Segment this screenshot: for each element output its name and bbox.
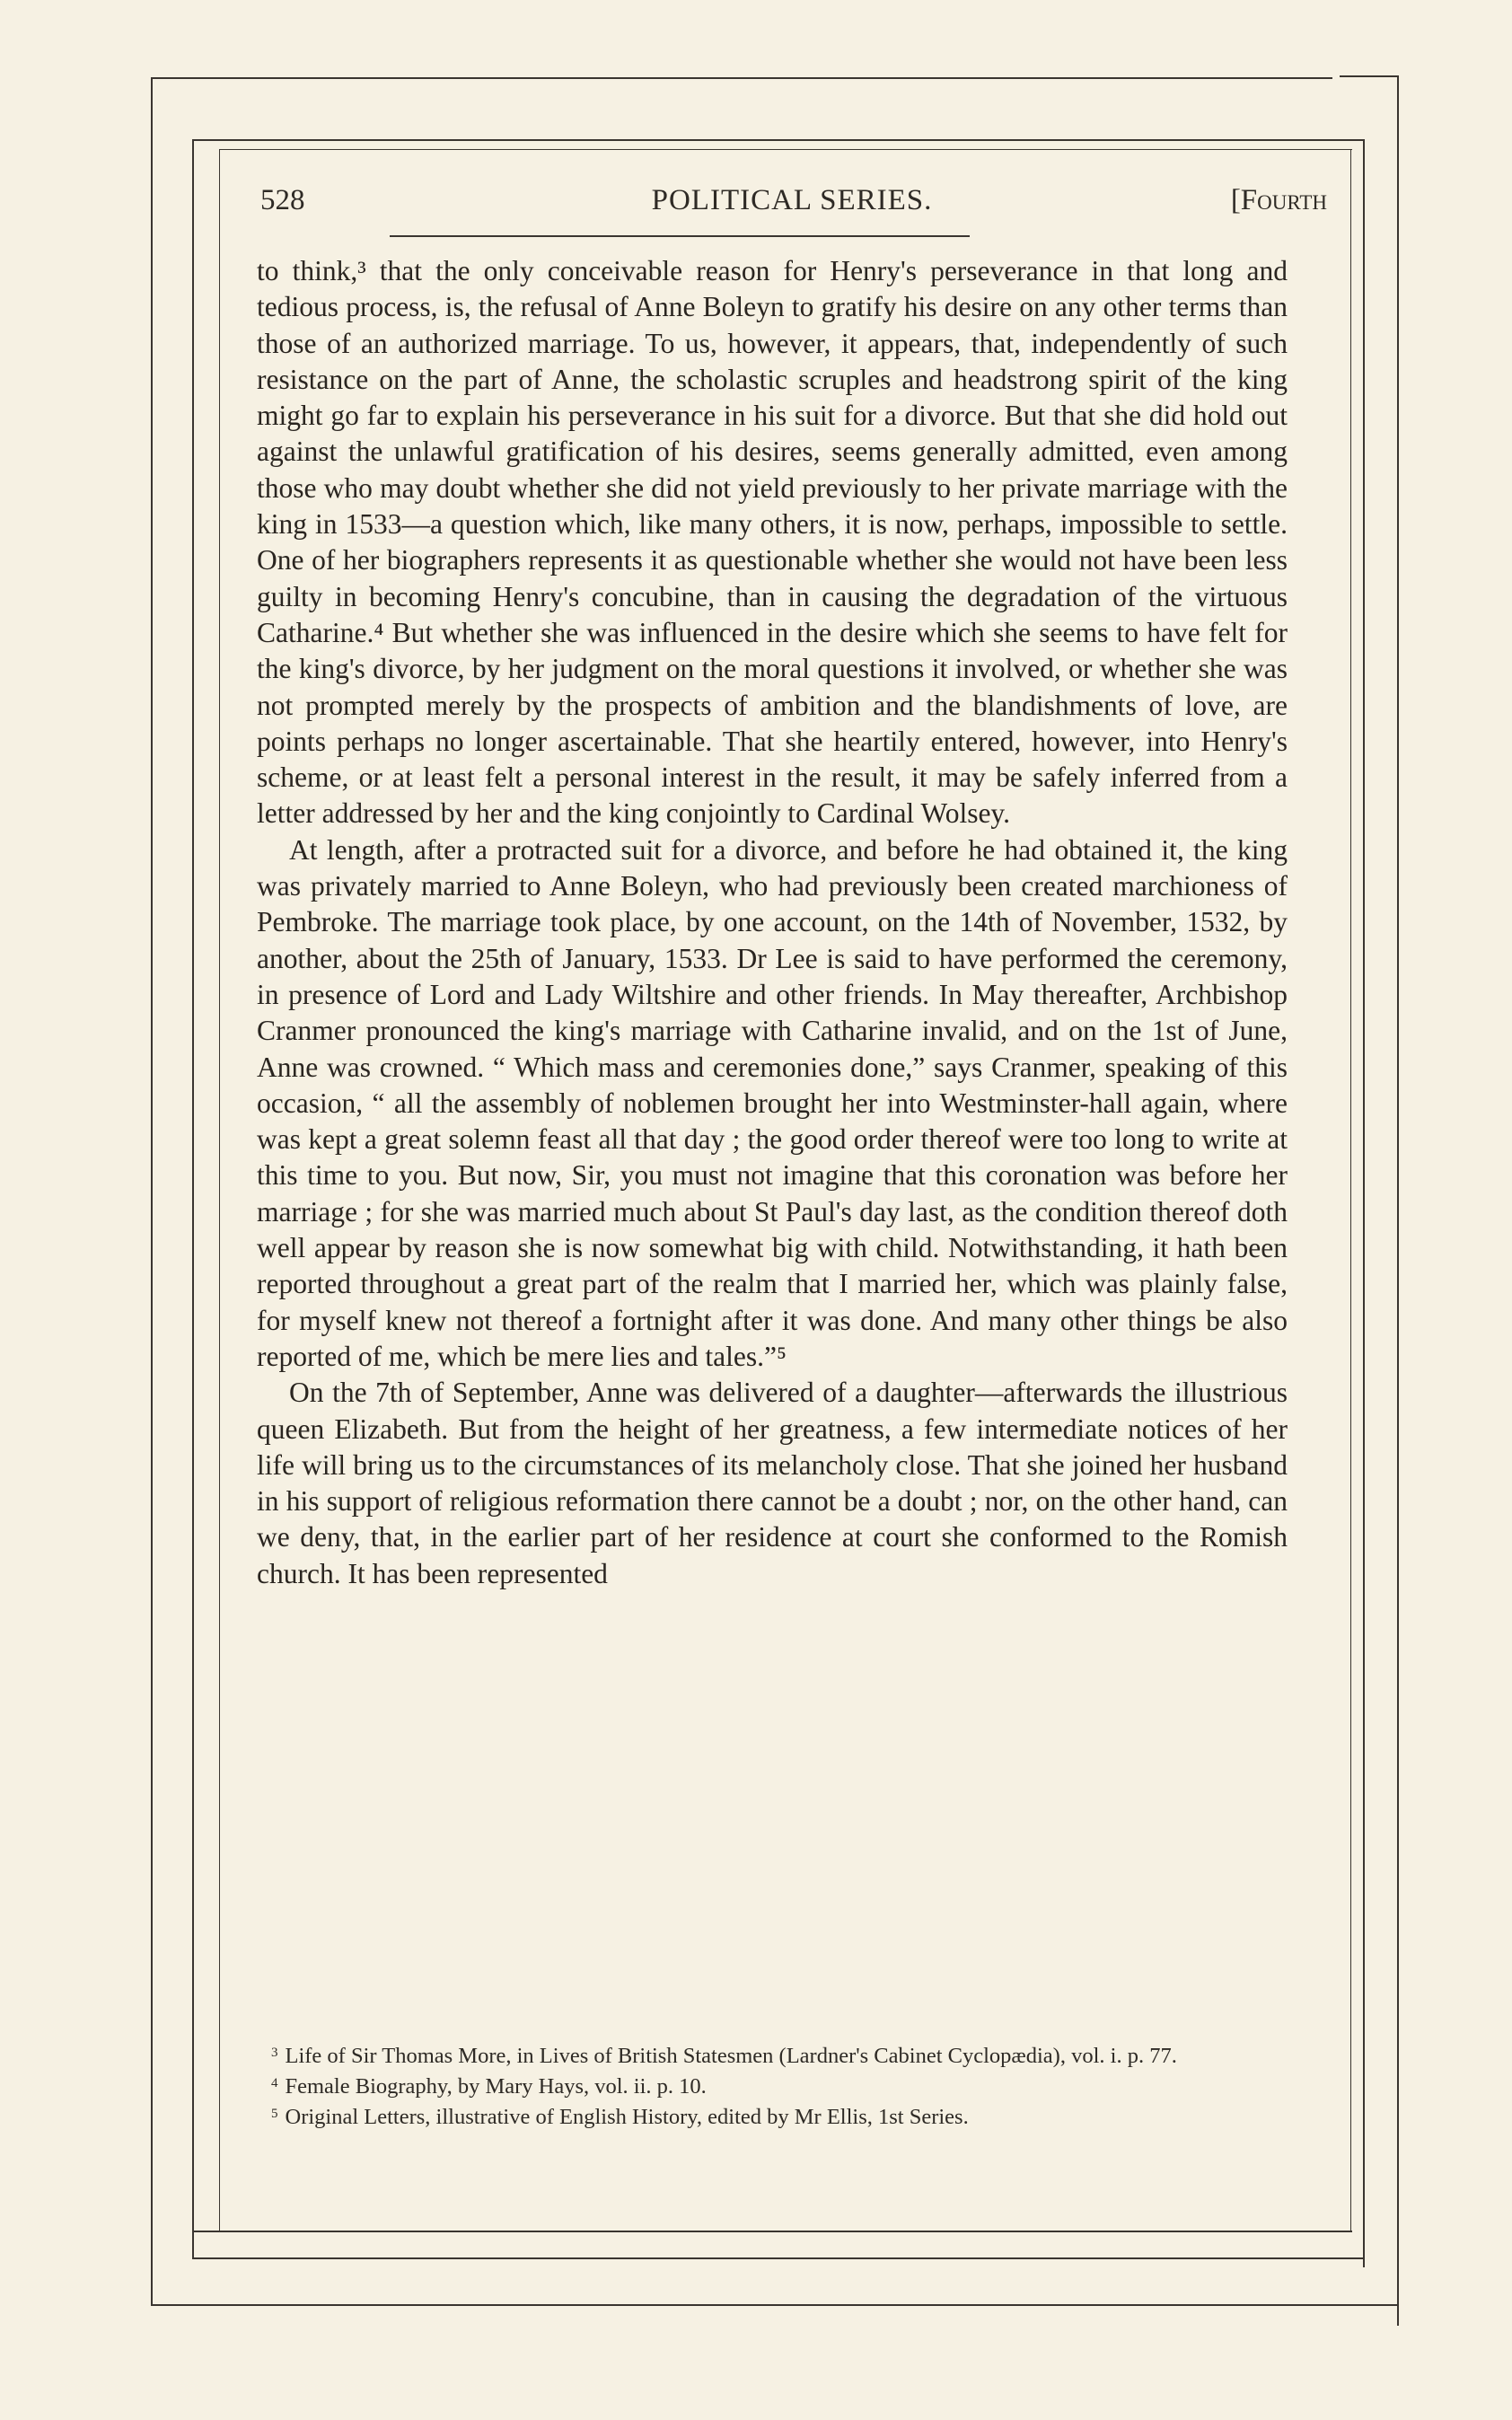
outer-frame-top <box>151 77 1332 79</box>
page-number: 528 <box>260 184 305 216</box>
inner-frame-top <box>192 139 1365 141</box>
inner-frame-right <box>1363 139 1365 2267</box>
paragraph-3: On the 7th of September, Anne was delivered of a daughter—afterwards the illustrious queen Elizabeth. But from the height of her greatness, a few intermediate notices of her life will bring us to the circumstances of its melancholy close. That she joined her husband in his support of religious reformation there cannot be a doubt ; nor, on the other hand, can we deny, that, in the earlier part of her residence at court she conformed to the Romish church. It has been represented <box>257 1377 1288 1589</box>
outer-frame-left <box>151 77 153 2304</box>
paragraph-1: to think,³ that the only conceivable reason for Henry's perseverance in that long and tedious process, is, the refusal of Anne Boleyn to gratify his desire on any other terms than those of an authorized marriage. To us, however, it appears, that, independently of such resistance on the part of Anne, the scholastic scruples and headstrong spirit of the king might go far to explain his perseverance in his suit for a divorce. But that she did hold out against the unlawful gratification of his desires, seems generally admitted, even among those who may doubt whether she did not yield previously to her private marriage with the king in 1533—a question which, like many others, it is now, perhaps, impossible to settle. One of her biographers represents it as questionable whether she would not have been less guilty in becoming Henry's concubine, than in causing the degradation of the virtuous Catharine.⁴ But whether she was influenced in the desire which she seems to have felt for the king's divorce, by her judgment on the moral questions it involved, or whether she was not prompted merely by the prospects of ambition and the blandishments of love, are points perhaps no longer ascertainable. That she heartily entered, however, into Henry's scheme, or at least felt a personal interest in the result, it may be safely inferred from a letter addressed by her and the king conjointly to Cardinal Wolsey. <box>257 255 1288 830</box>
inner-frame-bottom <box>194 2231 1352 2232</box>
footnote-mark: 5 <box>271 2107 278 2121</box>
header-rule <box>390 235 970 237</box>
footnote-text: Female Biography, by Mary Hays, vol. ii. p. 10. <box>285 2074 707 2099</box>
running-title: POLITICAL SERIES. <box>651 184 933 216</box>
inner-frame-top-2 <box>219 149 1352 150</box>
body-text <box>257 253 1288 1592</box>
outer-frame-bottom <box>151 2304 1399 2306</box>
footnote-text: Life of Sir Thomas More, in Lives of British Statesmen (Lardner's Cabinet Cyclopædia), vol. i. p. 77. <box>285 2044 1177 2068</box>
footnotes <box>257 2040 1288 2132</box>
inner-frame-bottom-2 <box>192 2257 1365 2259</box>
running-head <box>257 184 1327 225</box>
footnote-3 <box>257 2040 1288 2069</box>
outer-frame-right <box>1397 75 1399 2326</box>
footnote-mark: 3 <box>271 2046 278 2060</box>
footnote-text: Original Letters, illustrative of English History, edited by Mr Ellis, 1st Series. <box>285 2105 969 2129</box>
footnote-5 <box>257 2101 1288 2130</box>
series-label: [Fourth <box>1230 184 1327 216</box>
footnote-4 <box>257 2071 1288 2099</box>
inner-frame-left <box>192 139 194 2258</box>
paragraph-2: At length, after a protracted suit for a divorce, and before he had obtained it, the king was privately married to Anne Boleyn, who had previously been created marchioness of Pembroke. The marriage took place, by one account, on the 14th of November, 1532, by another, about the 25th of January, 1533. Dr Lee is said to have performed the ceremony, in presence of Lord and Lady Wiltshire and other friends. In May thereafter, Archbishop Cranmer pronounced the king's marriage with Catharine invalid, and on the 1st of June, Anne was crowned. “ Which mass and ceremonies done,” says Cranmer, speaking of this occasion, “ all the assembly of noblemen brought her into Westminster-hall again, where was kept a great solemn feast all that day ; the good order thereof were too long to write at this time to you. But now, Sir, you must not imagine that this coronation was before her marriage ; for she was married much about St Paul's day last, as the condition thereof doth well appear by reason she is now somewhat big with child. Notwithstanding, it hath been reported throughout a great part of the realm that I married her, which was plainly false, for myself knew not thereof a fortnight after it was done. And many other things be also reported of me, which be mere lies and tales.”⁵ <box>257 833 1288 1372</box>
outer-frame-top-right <box>1340 75 1399 77</box>
inner-frame-left-2 <box>219 149 220 2232</box>
footnote-mark: 4 <box>271 2076 278 2090</box>
inner-frame-right-2 <box>1350 149 1351 2232</box>
